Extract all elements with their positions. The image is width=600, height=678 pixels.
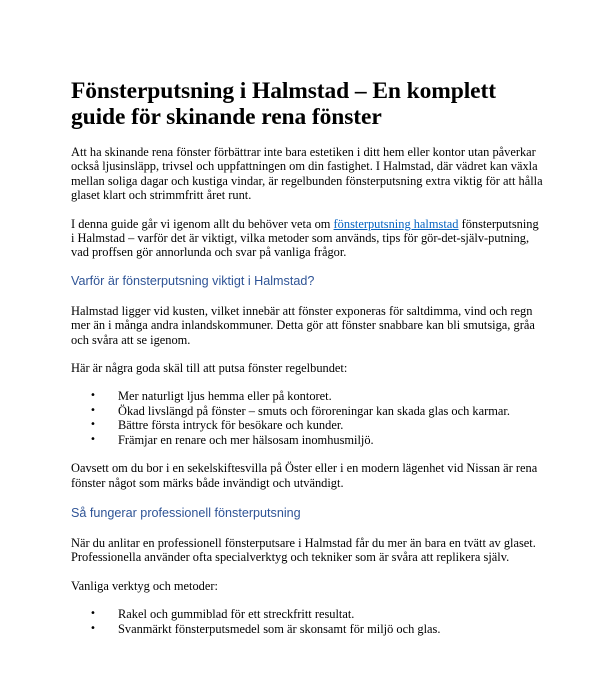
bullet-icon: • [90, 622, 96, 634]
list-item [90, 389, 544, 404]
fonsterputsning-halmstad-link[interactable]: fönsterputsning halmstad [333, 216, 459, 231]
list-item-text: Ökad livslängd på fönster – smuts och föroreningar kan skada glas och karmar. [118, 403, 510, 418]
reasons-list [71, 389, 544, 447]
bullet-icon: • [90, 404, 96, 416]
section1-paragraph-1: Halmstad ligger vid kusten, vilket innebär att fönster exponeras för saltdimma, vind och regn mer än i många andra inlandskommuner. Detta gör att fönster snabbare kan bli smutsiga, gråa och svåra att se igenom. [71, 303, 535, 347]
tools-list [71, 607, 544, 636]
section-heading-why: Varför är fönsterputsning viktigt i Halmstad? [71, 273, 315, 288]
bullet-icon: • [90, 419, 96, 431]
section2-paragraph-1: När du anlitar en professionell fönsterputsare i Halmstad får du mer än bara en tvätt av glaset. Professionella använder ofta specialverktyg och tekniker som är svåra att replikera själv. [71, 535, 536, 565]
intro-paragraph-2 [71, 217, 544, 260]
list-item-text: Mer naturligt ljus hemma eller på kontoret. [118, 389, 332, 404]
list-item [90, 432, 544, 447]
list-item [90, 621, 544, 636]
section1-paragraph-2: Här är några goda skäl till att putsa fönster regelbundet: [71, 361, 348, 376]
list-item-text: Rakel och gummiblad för ett streckfritt resultat. [118, 607, 355, 622]
document-page [0, 78, 600, 678]
bullet-icon: • [90, 390, 96, 402]
list-item-text: Främjar en renare och mer hälsosam inomhusmiljö. [118, 432, 374, 447]
section2-paragraph-2: Vanliga verktyg och metoder: [71, 578, 218, 593]
bullet-icon: • [90, 608, 96, 620]
list-item-text: Bättre första intryck för besökare och kunder. [118, 418, 344, 433]
page-title: Fönsterputsning i Halmstad – En komplett guide för skinande rena fönster [71, 78, 496, 130]
list-item [90, 418, 544, 433]
bullet-icon: • [90, 433, 96, 445]
intro-paragraph-1: Att ha skinande rena fönster förbättrar inte bara estetiken i ditt hem eller kontor utan påverkar också ljusinsläpp, trivsel och uppfattningen om din fastighet. I Halmstad, där vädret kan växla mellan soliga dagar och kustiga vindar, är regelbunden fönsterputsning extra viktig för att hålla glaset klart och strimmfritt året runt. [71, 145, 543, 203]
section-heading-how: Så fungerar professionell fönsterputsning [71, 505, 301, 520]
intro-paragraph-2-start: I denna guide går vi igenom allt du behöver veta om [71, 216, 334, 231]
list-item [90, 403, 544, 418]
list-item-text: Svanmärkt fönsterputsmedel som är skonsamt för miljö och glas. [118, 621, 441, 636]
list-item [90, 607, 544, 622]
intro-paragraph-2-end: fönsterputsning i Halmstad – varför det är viktigt, vilka metoder som används, tips för gör-det-själv-putning, vad proffsen gör annorlunda och svar på vanliga frågor. [71, 216, 539, 260]
section1-paragraph-3: Oavsett om du bor i en sekelskiftesvilla på Öster eller i en modern lägenhet vid Nissan är rena fönster något som märks både invändigt och utvändigt. [71, 461, 538, 490]
